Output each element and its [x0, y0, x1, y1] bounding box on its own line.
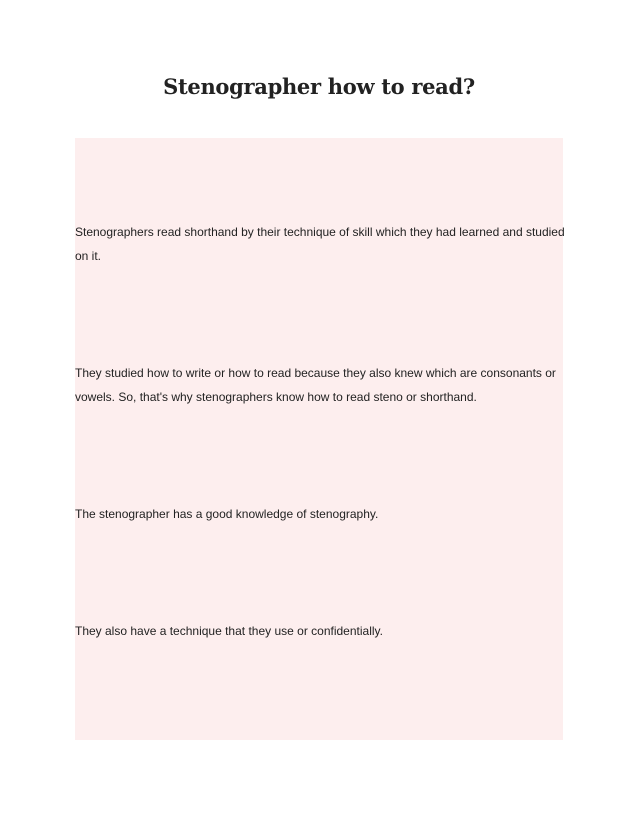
paragraph-2: They studied how to write or how to read because they also knew which are consonants or vowels. So, that's why stenographers know how to read steno or shorthand. [75, 366, 556, 404]
paragraph-4: They also have a technique that they use or confidentially. [75, 624, 383, 638]
paragraph-1: Stenographers read shorthand by their technique of skill which they had learned and studied on it. [75, 225, 565, 263]
page-title: Stenographer how to read? [163, 74, 475, 99]
paragraph-3: The stenographer has a good knowledge of stenography. [75, 507, 379, 521]
